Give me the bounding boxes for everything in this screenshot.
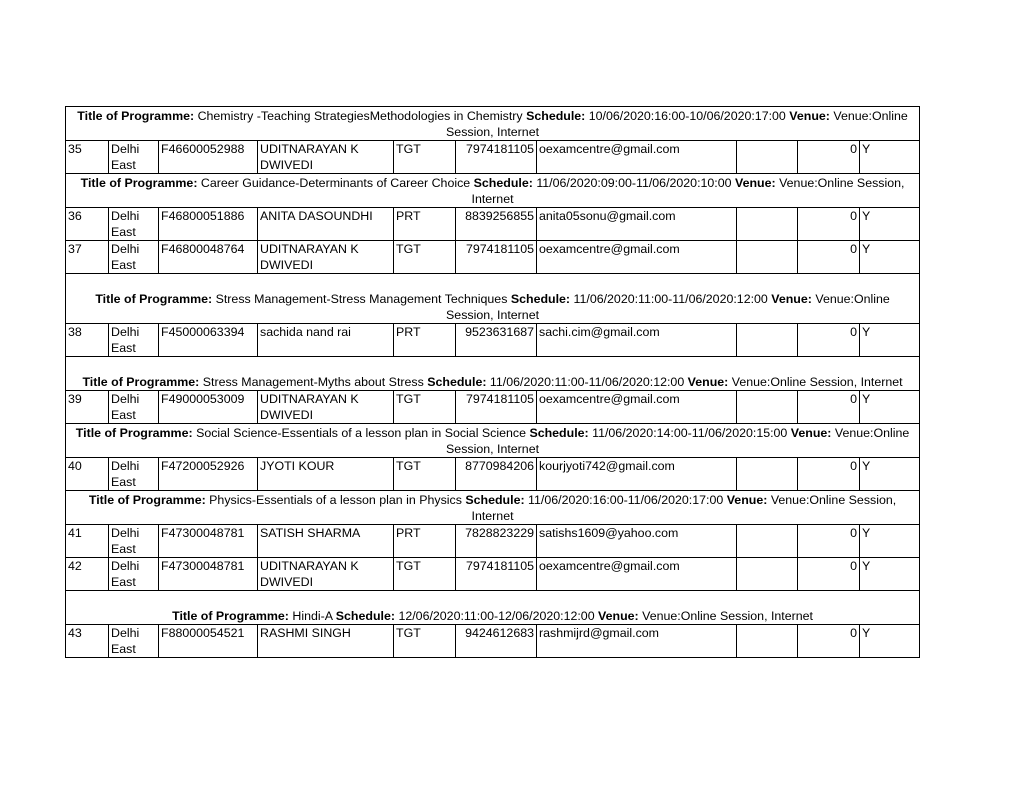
table-row (66, 625, 920, 658)
count-cell: 0 (798, 208, 860, 241)
status-flag-cell: Y (860, 458, 920, 491)
teacher-code-cell: F47300048781 (159, 525, 258, 558)
count-cell: 0 (798, 458, 860, 491)
programme-title: Career Guidance-Determinants of Career Choice (200, 176, 471, 190)
post-cell: TGT (394, 558, 456, 591)
count-cell: 0 (798, 525, 860, 558)
teacher-code-cell: F45000063394 (159, 324, 258, 357)
programme-header-cell (66, 274, 920, 324)
mobile-cell: 7974181105 (456, 558, 537, 591)
venue-label: Venue: (726, 493, 768, 507)
programme-header-cell (66, 107, 920, 141)
programme-venue: Venue:Online Session, Internet (446, 109, 908, 139)
teacher-code-cell: F46600052988 (159, 141, 258, 174)
programme-venue: Venue:Online Session, Internet (731, 375, 903, 389)
blank-cell (737, 558, 798, 591)
programme-header-row (66, 424, 920, 458)
programme-schedule: 10/06/2020:16:00-10/06/2020:17:00 (588, 109, 786, 123)
schedule-label: Schedule: (526, 109, 586, 123)
table-row (66, 458, 920, 491)
blank-cell (737, 324, 798, 357)
post-cell: TGT (394, 391, 456, 424)
teacher-name-cell: SATISH SHARMA (258, 525, 394, 558)
mobile-cell: 9523631687 (456, 324, 537, 357)
programme-venue: Venue:Online Session, Internet (642, 609, 813, 623)
teacher-name-cell: ANITA DASOUNDHI (258, 208, 394, 241)
teacher-code-cell: F49000053009 (159, 391, 258, 424)
mobile-cell: 9424612683 (456, 625, 537, 658)
status-flag-cell: Y (860, 391, 920, 424)
teacher-name-cell: UDITNARAYAN K DWIVEDI (258, 241, 394, 274)
status-flag-cell: Y (860, 208, 920, 241)
table-row (66, 558, 920, 591)
email-cell: satishs1609@yahoo.com (537, 525, 737, 558)
programme-title: Stress Management-Myths about Stress (202, 375, 424, 389)
venue-label: Venue: (598, 609, 639, 623)
serial-number-cell: 40 (66, 458, 109, 491)
post-cell: PRT (394, 324, 456, 357)
email-cell: oexamcentre@gmail.com (537, 391, 737, 424)
title-label: Title of Programme: (82, 375, 200, 389)
programme-header-row (66, 491, 920, 525)
email-cell: oexamcentre@gmail.com (537, 241, 737, 274)
table-row (66, 241, 920, 274)
district-cell: Delhi East (109, 525, 159, 558)
count-cell: 0 (798, 241, 860, 274)
table-row (66, 141, 920, 174)
schedule-label: Schedule: (335, 609, 395, 623)
table-row (66, 525, 920, 558)
district-cell: Delhi East (109, 324, 159, 357)
district-cell: Delhi East (109, 625, 159, 658)
count-cell: 0 (798, 391, 860, 424)
count-cell: 0 (798, 558, 860, 591)
district-cell: Delhi East (109, 558, 159, 591)
teacher-name-cell: JYOTI KOUR (258, 458, 394, 491)
blank-cell (737, 208, 798, 241)
title-label: Title of Programme: (80, 176, 198, 190)
programme-schedule: 11/06/2020:11:00-11/06/2020:12:00 (573, 292, 768, 306)
schedule-label: Schedule: (465, 493, 525, 507)
email-cell: sachi.cim@gmail.com (537, 324, 737, 357)
status-flag-cell: Y (860, 141, 920, 174)
programme-title: Chemistry -Teaching StrategiesMethodologies in Chemistry (197, 109, 523, 123)
status-flag-cell: Y (860, 241, 920, 274)
post-cell: PRT (394, 525, 456, 558)
programme-header-row (66, 274, 920, 324)
participants-table (65, 106, 920, 658)
programme-title: Physics-Essentials of a lesson plan in Physics (209, 493, 462, 507)
status-flag-cell: Y (860, 625, 920, 658)
table-row (66, 324, 920, 357)
post-cell: TGT (394, 141, 456, 174)
venue-label: Venue: (734, 176, 776, 190)
email-cell: oexamcentre@gmail.com (537, 141, 737, 174)
programme-header-row (66, 591, 920, 625)
table-row (66, 391, 920, 424)
programme-schedule: 11/06/2020:16:00-11/06/2020:17:00 (528, 493, 724, 507)
teacher-code-cell: F47200052926 (159, 458, 258, 491)
teacher-name-cell: UDITNARAYAN K DWIVEDI (258, 141, 394, 174)
venue-label: Venue: (790, 426, 832, 440)
district-cell: Delhi East (109, 391, 159, 424)
serial-number-cell: 39 (66, 391, 109, 424)
programme-header-row (66, 174, 920, 208)
programme-header-cell (66, 491, 920, 525)
count-cell: 0 (798, 324, 860, 357)
status-flag-cell: Y (860, 558, 920, 591)
district-cell: Delhi East (109, 141, 159, 174)
post-cell: TGT (394, 241, 456, 274)
teacher-name-cell: UDITNARAYAN K DWIVEDI (258, 558, 394, 591)
schedule-label: Schedule: (473, 176, 533, 190)
programme-header-cell (66, 357, 920, 391)
blank-cell (737, 141, 798, 174)
programme-venue: Venue:Online Session, Internet (471, 176, 905, 206)
district-cell: Delhi East (109, 458, 159, 491)
schedule-label: Schedule: (427, 375, 487, 389)
blank-cell (737, 458, 798, 491)
teacher-name-cell: UDITNARAYAN K DWIVEDI (258, 391, 394, 424)
programme-header-cell (66, 424, 920, 458)
title-label: Title of Programme: (77, 109, 195, 123)
programme-schedule: 12/06/2020:11:00-12/06/2020:12:00 (398, 609, 595, 623)
title-label: Title of Programme: (75, 426, 193, 440)
blank-cell (737, 391, 798, 424)
mobile-cell: 7828823229 (456, 525, 537, 558)
status-flag-cell: Y (860, 525, 920, 558)
venue-label: Venue: (771, 292, 812, 306)
programme-schedule: 11/06/2020:11:00-11/06/2020:12:00 (489, 375, 685, 389)
programme-venue: Venue:Online Session, Internet (446, 426, 910, 456)
status-flag-cell: Y (860, 324, 920, 357)
teacher-name-cell: sachida nand rai (258, 324, 394, 357)
table-row (66, 208, 920, 241)
programme-title: Social Science-Essentials of a lesson plan in Social Science (196, 426, 526, 440)
programme-header-cell (66, 174, 920, 208)
venue-label: Venue: (687, 375, 729, 389)
title-label: Title of Programme: (88, 493, 206, 507)
title-label: Title of Programme: (172, 609, 289, 623)
post-cell: PRT (394, 208, 456, 241)
teacher-code-cell: F46800048764 (159, 241, 258, 274)
schedule-label: Schedule: (510, 292, 571, 306)
blank-cell (737, 625, 798, 658)
programme-venue: Venue:Online Session, Internet (471, 493, 897, 523)
post-cell: TGT (394, 625, 456, 658)
teacher-code-cell: F46800051886 (159, 208, 258, 241)
count-cell: 0 (798, 625, 860, 658)
blank-cell (737, 525, 798, 558)
email-cell: oexamcentre@gmail.com (537, 558, 737, 591)
serial-number-cell: 36 (66, 208, 109, 241)
serial-number-cell: 41 (66, 525, 109, 558)
district-cell: Delhi East (109, 208, 159, 241)
mobile-cell: 7974181105 (456, 141, 537, 174)
programme-schedule: 11/06/2020:14:00-11/06/2020:15:00 (592, 426, 788, 440)
programme-venue: Venue:Online Session, Internet (446, 292, 890, 322)
teacher-code-cell: F88000054521 (159, 625, 258, 658)
email-cell: rashmijrd@gmail.com (537, 625, 737, 658)
programme-schedule: 11/06/2020:09:00-11/06/2020:10:00 (536, 176, 732, 190)
post-cell: TGT (394, 458, 456, 491)
mobile-cell: 8770984206 (456, 458, 537, 491)
teacher-code-cell: F47300048781 (159, 558, 258, 591)
programme-title: Hindi-A (292, 609, 333, 623)
serial-number-cell: 38 (66, 324, 109, 357)
district-cell: Delhi East (109, 241, 159, 274)
venue-label: Venue: (789, 109, 830, 123)
mobile-cell: 7974181105 (456, 391, 537, 424)
email-cell: kourjyoti742@gmail.com (537, 458, 737, 491)
programme-title: Stress Management-Stress Management Techniques (215, 292, 508, 306)
blank-cell (737, 241, 798, 274)
serial-number-cell: 35 (66, 141, 109, 174)
programme-header-row (66, 357, 920, 391)
count-cell: 0 (798, 141, 860, 174)
email-cell: anita05sonu@gmail.com (537, 208, 737, 241)
serial-number-cell: 42 (66, 558, 109, 591)
mobile-cell: 7974181105 (456, 241, 537, 274)
mobile-cell: 8839256855 (456, 208, 537, 241)
serial-number-cell: 37 (66, 241, 109, 274)
teacher-name-cell: RASHMI SINGH (258, 625, 394, 658)
schedule-label: Schedule: (529, 426, 589, 440)
programme-header-row (66, 107, 920, 141)
title-label: Title of Programme: (95, 292, 213, 306)
serial-number-cell: 43 (66, 625, 109, 658)
programme-header-cell (66, 591, 920, 625)
